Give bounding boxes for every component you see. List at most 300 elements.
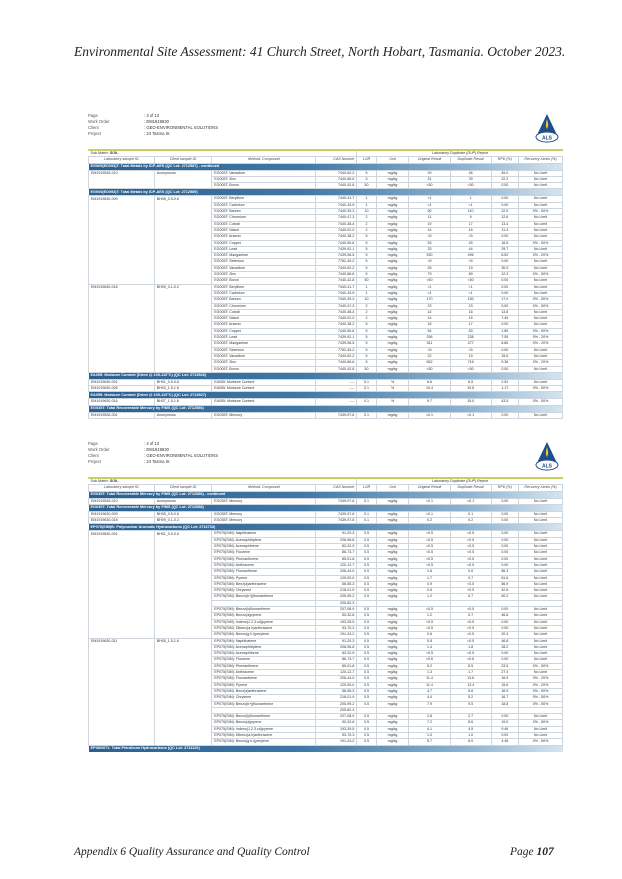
section-header [89, 524, 563, 531]
cell-cas: 7440-39-3 [316, 209, 357, 215]
cell-rpd: 0.00 [491, 202, 518, 208]
report-page-4 [88, 441, 563, 752]
cell-lor: 0.5 [357, 663, 376, 669]
sub-matrix-label: Sub-Matrix: [90, 479, 109, 483]
cell-client-sample: Anonymous [154, 170, 212, 176]
cell-method: EG005T: Lead [212, 246, 316, 252]
cell-dup: 8.6 [450, 720, 491, 726]
cell-unit: mg/kg [376, 676, 409, 682]
cell-cas: 206-44-0 [316, 676, 357, 682]
cell-method: EP075(SIM): Acenaphthene [212, 651, 316, 657]
cell-client-sample: BH09_0.1-0.2 [154, 284, 212, 290]
cell-rpd: 0.00 [491, 259, 518, 265]
cell-rpd: 6.85 [491, 341, 518, 347]
cell-rpd: 0.00 [491, 322, 518, 328]
cell-orig: <0.1 [409, 511, 450, 517]
cell-orig: 652 [409, 360, 450, 366]
cell-dup: 1.0 [450, 732, 491, 738]
cell-lor: 0.5 [357, 588, 376, 594]
cell-method: EG005T: Copper [212, 328, 316, 334]
cell-limits: No Limit [519, 518, 563, 524]
cell-unit: mg/kg [376, 278, 409, 284]
column-header-lor: LOR [357, 485, 376, 491]
cell-rpd: 22.0 [491, 209, 518, 215]
column-header-method: Method: Compound [212, 485, 316, 491]
cell-dup: 46 [450, 170, 491, 176]
cell-dup: <0.5 [450, 562, 491, 568]
cell-orig: <0.5 [409, 651, 450, 657]
cell-limits: 0% - 50% [519, 386, 563, 392]
cell-cas: 7439-96-5 [316, 253, 357, 259]
cell-cas: 7440-66-6 [316, 272, 357, 278]
cell-unit: mg/kg [376, 651, 409, 657]
cell-unit: mg/kg [376, 297, 409, 303]
cell-dup: 53 [450, 328, 491, 334]
cell-client-sample: BH09_0.1-0.2 [154, 518, 212, 524]
cell-limits: No Limit [519, 322, 563, 328]
cell-unit: mg/kg [376, 253, 409, 259]
cell-unit: mg/kg [376, 726, 409, 732]
cell-method: EP075(SIM): Benzo(a)pyrene [212, 613, 316, 619]
cell-limits: No Limit [519, 347, 563, 353]
cell-cas: 7782-49-2 [316, 347, 357, 353]
cell-unit: mg/kg [376, 215, 409, 221]
cell-orig: 1.4 [409, 644, 450, 650]
cell-unit: mg/kg [376, 657, 409, 663]
duplicate-report-table [88, 479, 563, 752]
cell-method: EP075(SIM): Anthracene [212, 670, 316, 676]
cell-cas: 7440-02-0 [316, 227, 357, 233]
cell-limits: No Limit [519, 638, 563, 644]
cell-orig: 0.8 [409, 638, 450, 644]
cell-method: EG005T: Barium [212, 297, 316, 303]
cell-rpd: 0.00 [491, 498, 518, 504]
cell-unit: mg/kg [376, 720, 409, 726]
cell-limits: No Limit [519, 215, 563, 221]
document-page-number [510, 846, 554, 858]
cell-method: EP075(SIM): Fluorene [212, 550, 316, 556]
cell-orig: 19 [409, 221, 450, 227]
cell-cas: 85-01-8 [316, 663, 357, 669]
cell-orig: 11.4 [409, 682, 450, 688]
cell-orig: 0.8 [409, 588, 450, 594]
cell-lor: 0.5 [357, 594, 376, 600]
cell-dup: 89 [450, 272, 491, 278]
cell-dup: 23 [450, 303, 491, 309]
cell-lor: 5 [357, 246, 376, 252]
cell-cas: 120-12-7 [316, 670, 357, 676]
cell-unit: % [376, 379, 409, 385]
cell-lab-sample: EM1919630-018 [89, 284, 155, 290]
cell-unit: mg/kg [376, 284, 409, 290]
cell-orig: <50 [409, 183, 450, 189]
cell-method: EP075(SIM): Fluorene [212, 657, 316, 663]
column-header-unit: Unit [376, 157, 409, 163]
cell-rpd: 19.0 [491, 720, 518, 726]
cell-cas: 129-00-0 [316, 682, 357, 688]
cell-method: EG005T: Boron [212, 366, 316, 372]
cell-method: EG005T: Zinc [212, 176, 316, 182]
cell-method: EP075(SIM): Chrysene [212, 695, 316, 701]
cell-method: EG035T: Mercury [212, 518, 316, 524]
cell-orig: <0.5 [409, 550, 450, 556]
cell-method: EP075(SIM): Benzo(a)pyrene [212, 720, 316, 726]
cell-limits: 0% - 50% [519, 695, 563, 701]
cell-limits: No Limit [519, 227, 563, 233]
cell-limits: No Limit [519, 531, 563, 537]
page-label: Page [510, 846, 534, 858]
section-title: EG005(ED093)T: Total Metals by ICP-AES (QC Lot: 2712589) [89, 189, 563, 196]
cell-lor: 0.5 [357, 676, 376, 682]
cell-rpd: 0.00 [491, 607, 518, 613]
cell-unit: % [376, 386, 409, 392]
cell-orig: 33 [409, 246, 450, 252]
cell-lab-sample: EM1919630-011 [89, 638, 155, 644]
section-header [89, 163, 563, 170]
cell-dup: 0.1 [450, 511, 491, 517]
cell-rpd: 45.0 [491, 170, 518, 176]
cell-lor: 5 [357, 341, 376, 347]
section-title: EP075(SIM)B: Polynuclear Aromatic Hydrocarbons (QC Lot: 2712733) [89, 524, 563, 531]
column-header-method: Method: Compound [212, 157, 316, 163]
cell-limits: 0% - 50% [519, 328, 563, 334]
cell-cas: 7439-92-1 [316, 335, 357, 341]
section-header [89, 491, 563, 498]
cell-rpd: 0.00 [491, 366, 518, 372]
cell-lor: 50 [357, 366, 376, 372]
cell-cas: 205-99-2 [316, 701, 357, 707]
cell-dup: 15 [450, 316, 491, 322]
column-header-unit: Unit [376, 485, 409, 491]
cell-unit: mg/kg [376, 221, 409, 227]
cell-unit: mg/kg [376, 613, 409, 619]
cell-dup: <50 [450, 366, 491, 372]
cell-lor: 0.1 [357, 498, 376, 504]
cell-method: EG005T: Manganese [212, 253, 316, 259]
cell-lor: 5 [357, 335, 376, 341]
cell-lor: 2 [357, 221, 376, 227]
cell-unit: mg/kg [376, 695, 409, 701]
cell-orig: 53 [409, 240, 450, 246]
column-header-client-sample: Client sample ID [154, 157, 212, 163]
cell-limits: No Limit [519, 265, 563, 271]
cell-rpd: 1.17 [491, 386, 518, 392]
column-header-lor: LOR [357, 157, 376, 163]
cell-orig: 90 [409, 209, 450, 215]
cell-lor: 0.5 [357, 607, 376, 613]
cell-rpd: 12.3 [491, 272, 518, 278]
cell-rpd: 0.00 [491, 412, 518, 418]
cell-cas: 7440-41-7 [316, 196, 357, 202]
cell-lor: 5 [357, 170, 376, 176]
cell-unit: mg/kg [376, 176, 409, 182]
cell-lor: 0.5 [357, 695, 376, 701]
cell-lor: 0.5 [357, 625, 376, 631]
cell-cas: 205-82-3 [316, 707, 357, 713]
meta-row-project [88, 459, 563, 465]
cell-dup: <0.6 [450, 657, 491, 663]
cell-orig: <0.5 [409, 537, 450, 543]
column-header-limits: Recovery Limits (%) [519, 485, 563, 491]
cell-client-sample: BH01_0.5-0.6 [154, 531, 212, 537]
cell-dup: 0.7 [450, 613, 491, 619]
cell-limits: No Limit [519, 176, 563, 182]
cell-limits: No Limit [519, 632, 563, 638]
cell-cas: 83-32-9 [316, 544, 357, 550]
cell-method: EP075(SIM): Dibenz(a.h)anthracene [212, 625, 316, 631]
cell-cas: 193-39-5 [316, 726, 357, 732]
cell-rpd: 27.4 [491, 670, 518, 676]
cell-cas: 91-20-3 [316, 638, 357, 644]
cell-unit: mg/kg [376, 739, 409, 745]
cell-method: EG005T: Cobalt [212, 221, 316, 227]
cell-method: EG005T: Zinc [212, 360, 316, 366]
cell-rpd: 0.00 [491, 234, 518, 240]
cell-orig: 7.2 [409, 720, 450, 726]
cell-lor: 0.5 [357, 657, 376, 663]
cell-cas: 7440-38-2 [316, 234, 357, 240]
cell-client-sample: BH01_0.5-0.6 [154, 379, 212, 385]
cell-orig: 4.4 [409, 695, 450, 701]
cell-cas: 53-70-3 [316, 625, 357, 631]
cell-unit: mg/kg [376, 170, 409, 176]
cell-orig: 9.7 [409, 399, 450, 405]
cell-cas: 7439-92-1 [316, 246, 357, 252]
cell-dup: 0.6 [450, 569, 491, 575]
cell-dup: 19.6 [450, 386, 491, 392]
cell-dup: <0.5 [450, 537, 491, 543]
cell-method: EP075(SIM): Fluoranthene [212, 676, 316, 682]
cell-cas: 83-32-9 [316, 651, 357, 657]
cell-orig: <1 [409, 284, 450, 290]
cell-rpd: 2.52 [491, 379, 518, 385]
cell-orig: 0.2 [409, 518, 450, 524]
cell-dup: <50 [450, 278, 491, 284]
cell-limits: 0% - 50% [519, 739, 563, 745]
section-header [89, 405, 563, 412]
cell-method: EG005T: Beryllium [212, 284, 316, 290]
cell-dup: 13.6 [450, 676, 491, 682]
cell-dup: 16 [450, 309, 491, 315]
cell-method: EG005T: Vanadium [212, 353, 316, 359]
cell-unit: mg/kg [376, 518, 409, 524]
cell-method: EP075(SIM): Benzo(b+j)fluoranthene [212, 594, 316, 600]
cell-orig: 31 [409, 176, 450, 182]
cell-limits: 0% - 50% [519, 399, 563, 405]
cell-method: EP075(SIM): Benz(a)anthracene [212, 688, 316, 694]
dup-report-heading: Laboratory Duplicate (DUP) Report [357, 479, 563, 485]
cell-dup: 6.0 [450, 739, 491, 745]
sub-matrix-value: SOIL [109, 151, 119, 155]
cell-orig: 6.6 [409, 379, 450, 385]
cell-lor: 5 [357, 347, 376, 353]
cell-lor: 5 [357, 265, 376, 271]
cell-limits: No Limit [519, 550, 563, 556]
cell-cas: 7439-97-6 [316, 498, 357, 504]
cell-rpd: 0.00 [491, 531, 518, 537]
column-header-dup: Duplicate Result [450, 485, 491, 491]
cell-rpd: 9.36 [491, 360, 518, 366]
cell-limits: 0% - 20% [519, 676, 563, 682]
cell-method: EA055: Moisture Content [212, 386, 316, 392]
column-header-orig: Original Result [409, 157, 450, 163]
cell-cas: 208-96-8 [316, 537, 357, 543]
cell-rpd: 29.7 [491, 246, 518, 252]
meta-label: Client [88, 453, 99, 458]
cell-unit: mg/kg [376, 246, 409, 252]
cell-rpd: 13.8 [491, 309, 518, 315]
cell-limits: No Limit [519, 644, 563, 650]
meta-value: : GEO-ENVIRONMENTAL SOLUTIONS [144, 453, 218, 458]
cell-method: EG005T: Beryllium [212, 196, 316, 202]
cell-limits: No Limit [519, 196, 563, 202]
cell-lor: 10 [357, 209, 376, 215]
cell-limits: 0% - 20% [519, 360, 563, 366]
cell-limits: No Limit [519, 726, 563, 732]
section-title: EA055: Moisture Content (Dried @ 105-110°C) (QC Lot: 2713927) [89, 392, 563, 399]
column-header-limits: Recovery Limits (%) [519, 157, 563, 163]
column-header-rpd: RPD (%) [491, 485, 518, 491]
cell-method: EP075(SIM): Benz(a)anthracene [212, 581, 316, 587]
cell-method: EG005T: Cadmium [212, 290, 316, 296]
cell-dup: 5.6 [450, 688, 491, 694]
cell-unit: mg/kg [376, 328, 409, 334]
cell-unit: mg/kg [376, 360, 409, 366]
cell-orig: 23 [409, 303, 450, 309]
cell-unit: mg/kg [376, 688, 409, 694]
cell-unit: mg/kg [376, 537, 409, 543]
cell-lor: 0.5 [357, 562, 376, 568]
cell-lab-sample: EM1919630-001 [89, 379, 155, 385]
report-page-3 [88, 113, 563, 419]
cell-limits: No Limit [519, 651, 563, 657]
cell-orig: 5.7 [409, 739, 450, 745]
cell-lab-sample: EM1919630-009 [89, 511, 155, 517]
svg-text:ALS: ALS [542, 135, 552, 142]
section-header [89, 372, 563, 379]
cell-cas: ---- [316, 379, 357, 385]
cell-method: EG005T: Zinc [212, 272, 316, 278]
cell-lor: 0.5 [357, 670, 376, 676]
cell-lab-sample: EM1919630-006 [89, 386, 155, 392]
column-header-lab-sample: Laboratory sample ID [89, 485, 155, 491]
dup-report-heading: Laboratory Duplicate (DUP) Report [357, 151, 563, 157]
cell-cas: 205-82-3 [316, 600, 357, 606]
cell-lor: 0.5 [357, 531, 376, 537]
cell-unit: mg/kg [376, 412, 409, 418]
cell-orig: 1.2 [409, 613, 450, 619]
cell-dup: <0.5 [450, 550, 491, 556]
cell-rpd: 0.00 [491, 714, 518, 720]
meta-value: : 24 Tasma St [144, 131, 170, 136]
cell-limits: No Limit [519, 581, 563, 587]
cell-cas: 7782-49-2 [316, 259, 357, 265]
cell-client-sample: Anonymous [154, 412, 212, 418]
cell-limits: No Limit [519, 498, 563, 504]
cell-unit: mg/kg [376, 303, 409, 309]
cell-rpd: 15.6 [491, 682, 518, 688]
cell-method: EG005T: Vanadium [212, 170, 316, 176]
cell-orig: 1.7 [409, 575, 450, 581]
cell-unit: mg/kg [376, 309, 409, 315]
meta-label: Project [88, 131, 102, 136]
cell-orig: <0.6 [409, 657, 450, 663]
cell-lor: 0.5 [357, 726, 376, 732]
cell-unit: mg/kg [376, 638, 409, 644]
cell-limits: 0% - 20% [519, 335, 563, 341]
cell-orig: 54 [409, 328, 450, 334]
cell-rpd: 0.00 [491, 562, 518, 568]
cell-method: EP075(SIM): Benzo(k)fluoranthene [212, 714, 316, 720]
cell-limits: No Limit [519, 259, 563, 265]
cell-method: EG005T: Cobalt [212, 309, 316, 315]
cell-method: EP075(SIM): Pyrene [212, 575, 316, 581]
column-header-cas: CAS Number [316, 157, 357, 163]
cell-lor: 0.5 [357, 619, 376, 625]
cell-dup: <0.5 [450, 531, 491, 537]
cell-unit: mg/kg [376, 714, 409, 720]
cell-rpd: 13.4 [491, 221, 518, 227]
cell-client-sample: BH05_1.5-1.6 [154, 638, 212, 644]
cell-limits: 0% - 50% [519, 297, 563, 303]
cell-cas: 7440-38-2 [316, 322, 357, 328]
cell-dup: 13.4 [450, 682, 491, 688]
cell-unit: mg/kg [376, 732, 409, 738]
cell-unit: mg/kg [376, 209, 409, 215]
cell-unit: mg/kg [376, 607, 409, 613]
cell-cas: 191-24-2 [316, 632, 357, 638]
cell-rpd: 60.2 [491, 594, 518, 600]
cell-dup: 2.7 [450, 714, 491, 720]
cell-cas: 7439-97-6 [316, 412, 357, 418]
section-title: EG035T: Total Recoverable Mercury by FIMS (QC Lot: 2712586) - continued [89, 491, 563, 498]
cell-cas: 7440-42-8 [316, 278, 357, 284]
column-header-dup: Duplicate Result [450, 157, 491, 163]
cell-unit: mg/kg [376, 701, 409, 707]
cell-lab-sample: EM1919526-001 [89, 412, 155, 418]
cell-lor: 0.5 [357, 581, 376, 587]
cell-rpd: 0.00 [491, 550, 518, 556]
cell-rpd: 0.00 [491, 625, 518, 631]
cell-cas: 120-12-7 [316, 562, 357, 568]
cell-cas: ---- [316, 399, 357, 405]
cell-cas: 7440-62-2 [316, 170, 357, 176]
cell-orig: 14 [409, 227, 450, 233]
cell-dup: 0.2 [450, 518, 491, 524]
cell-lor: 5 [357, 353, 376, 359]
cell-rpd: 46.6 [491, 613, 518, 619]
cell-unit: % [376, 399, 409, 405]
cell-rpd: 0.00 [491, 556, 518, 562]
cell-orig: 14 [409, 309, 450, 315]
cell-unit: mg/kg [376, 290, 409, 296]
cell-dup: <0.1 [450, 498, 491, 504]
cell-method: EP075(SIM): Indeno(1.2.3.cd)pyrene [212, 726, 316, 732]
cell-lor: 0.5 [357, 537, 376, 543]
cell-method: EG005T: Boron [212, 278, 316, 284]
cell-unit: mg/kg [376, 556, 409, 562]
table-row [89, 412, 563, 418]
cell-limits: 0% - 50% [519, 240, 563, 246]
cell-cas: 53-70-3 [316, 732, 357, 738]
cell-rpd: 0.00 [491, 347, 518, 353]
cell-method: EG005T: Barium [212, 209, 316, 215]
meta-value: : 24 Tasma St [144, 459, 170, 464]
cell-cas: 7440-42-8 [316, 183, 357, 189]
cell-rpd: 1.89 [491, 328, 518, 334]
cell-cas: 218-01-9 [316, 588, 357, 594]
meta-label: Project [88, 459, 102, 464]
